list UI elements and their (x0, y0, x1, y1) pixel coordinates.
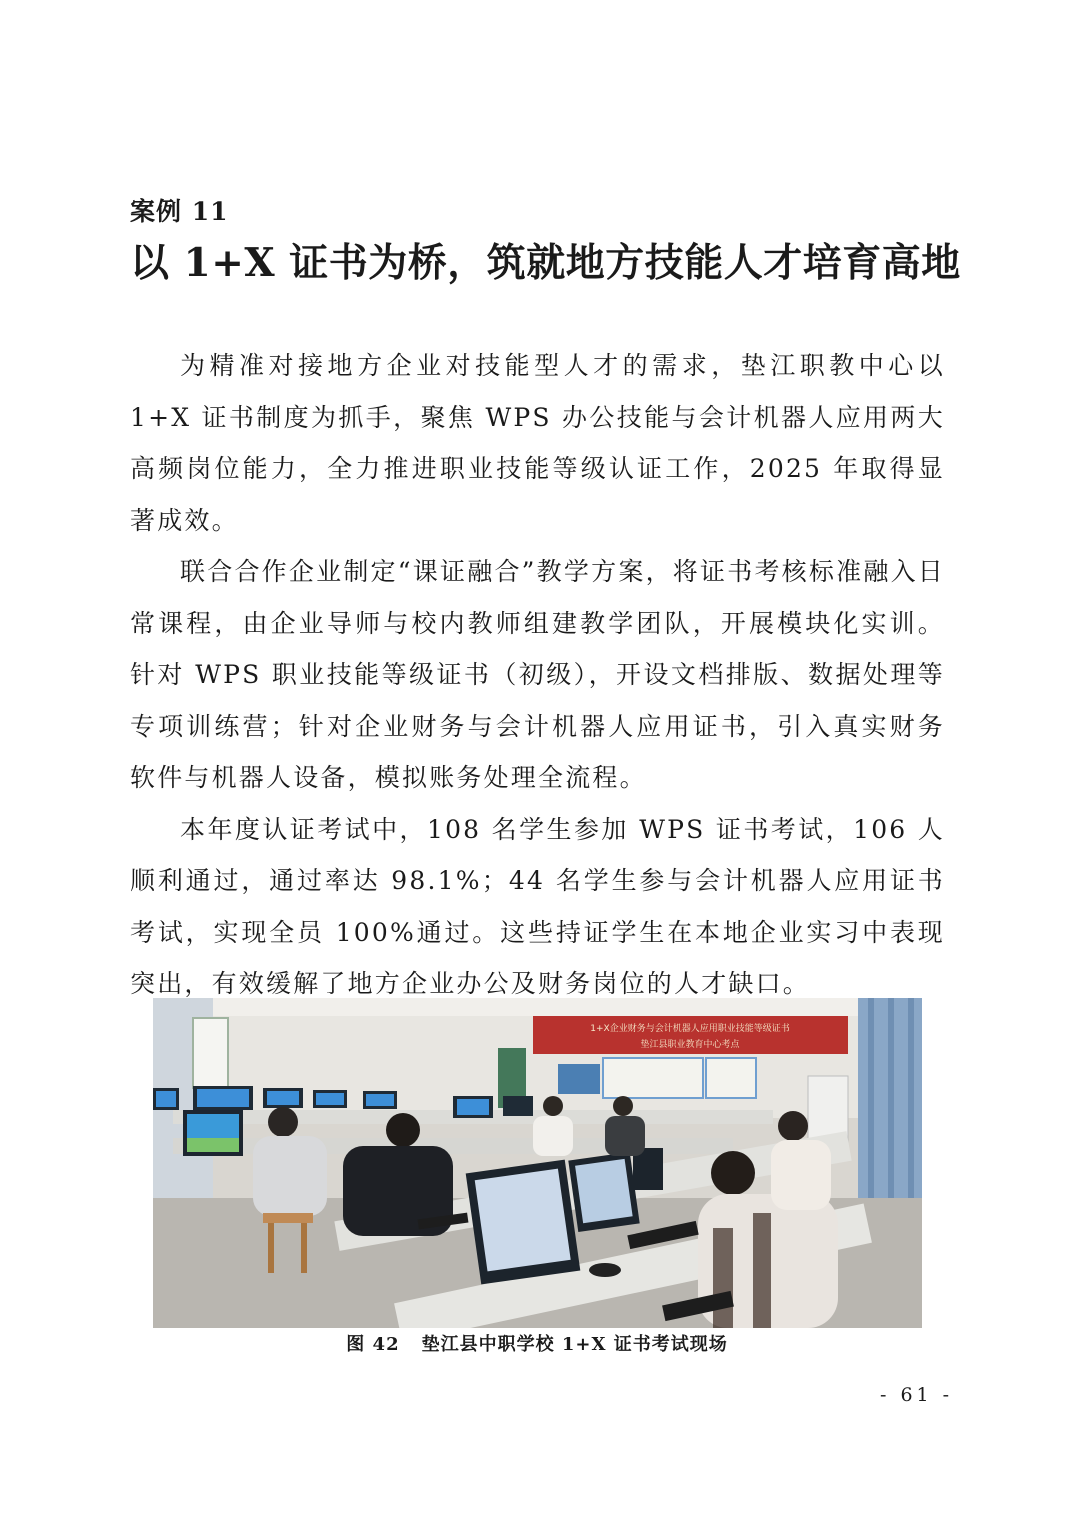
banner-line-1: 1+X企业财务与会计机器人应用职业技能等级证书 (590, 1024, 790, 1034)
body-text (130, 340, 945, 1010)
case-title: 以 1+X 证书为桥，筑就地方技能人才培育高地 (130, 240, 961, 286)
figure-number: 图 42 (346, 1334, 400, 1355)
case-label: 案例 11 (130, 197, 229, 226)
figure-caption (0, 1330, 1074, 1356)
page-number: - 61 - (880, 1384, 954, 1406)
paragraph: 联合合作企业制定“课证融合”教学方案，将证书考核标准融入日常课程，由企业导师与校内教师组建教学团队，开展模块化实训。针对 WPS 职业技能等级证书（初级），开设文档排版、数据处理等专项训练营；针对企业财务与会计机器人应用证书，引入真实财务软件与机器人设备，模拟账务处理全流程。 (130, 557, 945, 792)
figure-caption-text: 垫江县中职学校 1+X 证书考试现场 (421, 1334, 728, 1355)
paragraph: 本年度认证考试中，108 名学生参加 WPS 证书考试，106 人顺利通过，通过率达 98.1%；44 名学生参与会计机器人应用证书考试，实现全员 100%通过。这些持证学生在本地企业实习中表现突出，有效缓解了地方企业办公及财务岗位的人才缺口。 (130, 814, 945, 998)
paragraph: 为精准对接地方企业对技能型人才的需求，垫江职教中心以 1+X 证书制度为抓手，聚焦 WPS 办公技能与会计机器人应用两大高频岗位能力，全力推进职业技能等级认证工作，2025 年取得显著成效。 (130, 351, 945, 535)
exam-site-photo (153, 998, 922, 1328)
banner-line-2: 垫江县职业教育中心考点 (640, 1040, 740, 1050)
